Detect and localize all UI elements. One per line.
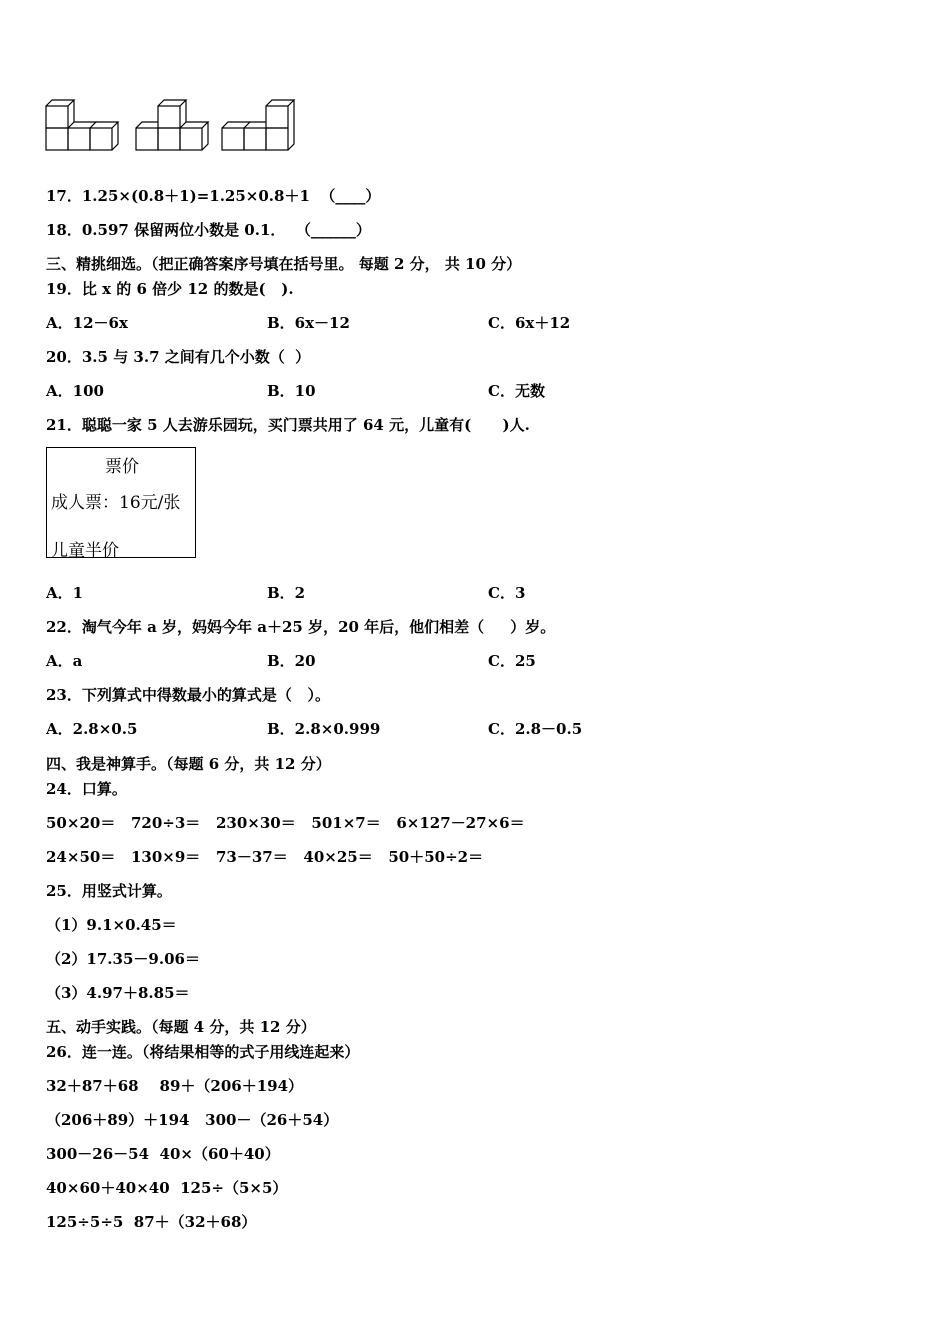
question-26-row-4: 40×60＋40×40 125÷（5×5） [46, 1179, 288, 1197]
question-23-option-a: A．2.8×0.5 [46, 720, 138, 738]
question-20-stem: 20．3.5 与 3.7 之间有几个小数（ ） [46, 348, 311, 366]
ticket-price-box [46, 447, 196, 561]
question-26-stem: 26．连一连。（将结果相等的式子用线连起来） [46, 1043, 360, 1061]
question-22-stem: 22．淘气今年 a 岁，妈妈今年 a＋25 岁，20 年后，他们相差（ ）岁。 [46, 618, 556, 636]
ticket-adult-price: 成人票：16元/张 [51, 493, 181, 513]
question-19-option-b: B．6x－12 [267, 314, 350, 332]
question-20-option-b: B．10 [267, 382, 316, 400]
cube-view-2 [136, 100, 208, 150]
section-3-heading: 三、精挑细选。（把正确答案序号填在括号里。 每题 2 分， 共 10 分） [46, 255, 522, 273]
cube-view-3 [222, 100, 294, 150]
question-20-option-c: C．无数 [488, 382, 545, 400]
question-18: 18．0.597 保留两位小数是 0.1． （______） [46, 221, 371, 239]
question-21-option-c: C．3 [488, 584, 526, 602]
question-26-row-5: 125÷5÷5 87＋（32＋68） [46, 1213, 257, 1231]
question-21-stem: 21．聪聪一家 5 人去游乐园玩，买门票共用了 64 元，儿童有( )人. [46, 416, 530, 434]
question-20-option-a: A．100 [46, 382, 104, 400]
question-23-stem: 23．下列算式中得数最小的算式是（ ）。 [46, 686, 331, 704]
question-25-part-3: （3）4.97＋8.85＝ [46, 984, 190, 1002]
cube-views-figure [44, 98, 304, 156]
question-24-row-1: 50×20＝ 720÷3＝ 230×30＝ 501×7＝ 6×127－27×6＝ [46, 814, 525, 832]
question-25-stem: 25．用竖式计算。 [46, 882, 172, 900]
question-26-row-3: 300－26－54 40×（60＋40） [46, 1145, 280, 1163]
question-19-option-c: C．6x＋12 [488, 314, 571, 332]
question-21-option-a: A．1 [46, 584, 84, 602]
question-19-stem: 19．比 x 的 6 倍少 12 的数是( ). [46, 280, 294, 298]
section-4-heading: 四、我是神算手。（每题 6 分，共 12 分） [46, 755, 331, 773]
question-24-stem: 24．口算。 [46, 780, 127, 798]
question-26-row-2: （206＋89）＋194 300－（26＋54） [46, 1111, 339, 1129]
question-21-option-b: B．2 [267, 584, 306, 602]
question-25-part-2: （2）17.35－9.06＝ [46, 950, 200, 968]
cube-view-1 [46, 100, 118, 150]
question-23-option-c: C．2.8－0.5 [488, 720, 583, 738]
ticket-price-title: 票价 [105, 457, 139, 477]
question-26-row-1: 32＋87＋68 89＋（206＋194） [46, 1077, 304, 1095]
question-25-part-1: （1）9.1×0.45＝ [46, 916, 177, 934]
ticket-child-price: 儿童半价 [51, 541, 119, 561]
question-22-option-c: C．25 [488, 652, 536, 670]
question-24-row-2: 24×50＝ 130×9＝ 73－37＝ 40×25＝ 50＋50÷2＝ [46, 848, 484, 866]
question-19-option-a: A．12－6x [46, 314, 128, 332]
question-22-option-a: A．a [46, 652, 83, 670]
question-23-option-b: B．2.8×0.999 [267, 720, 381, 738]
question-22-option-b: B．20 [267, 652, 316, 670]
section-5-heading: 五、动手实践。（每题 4 分，共 12 分） [46, 1018, 316, 1036]
question-17: 17．1.25×(0.8＋1)=1.25×0.8＋1 （____） [46, 187, 381, 205]
